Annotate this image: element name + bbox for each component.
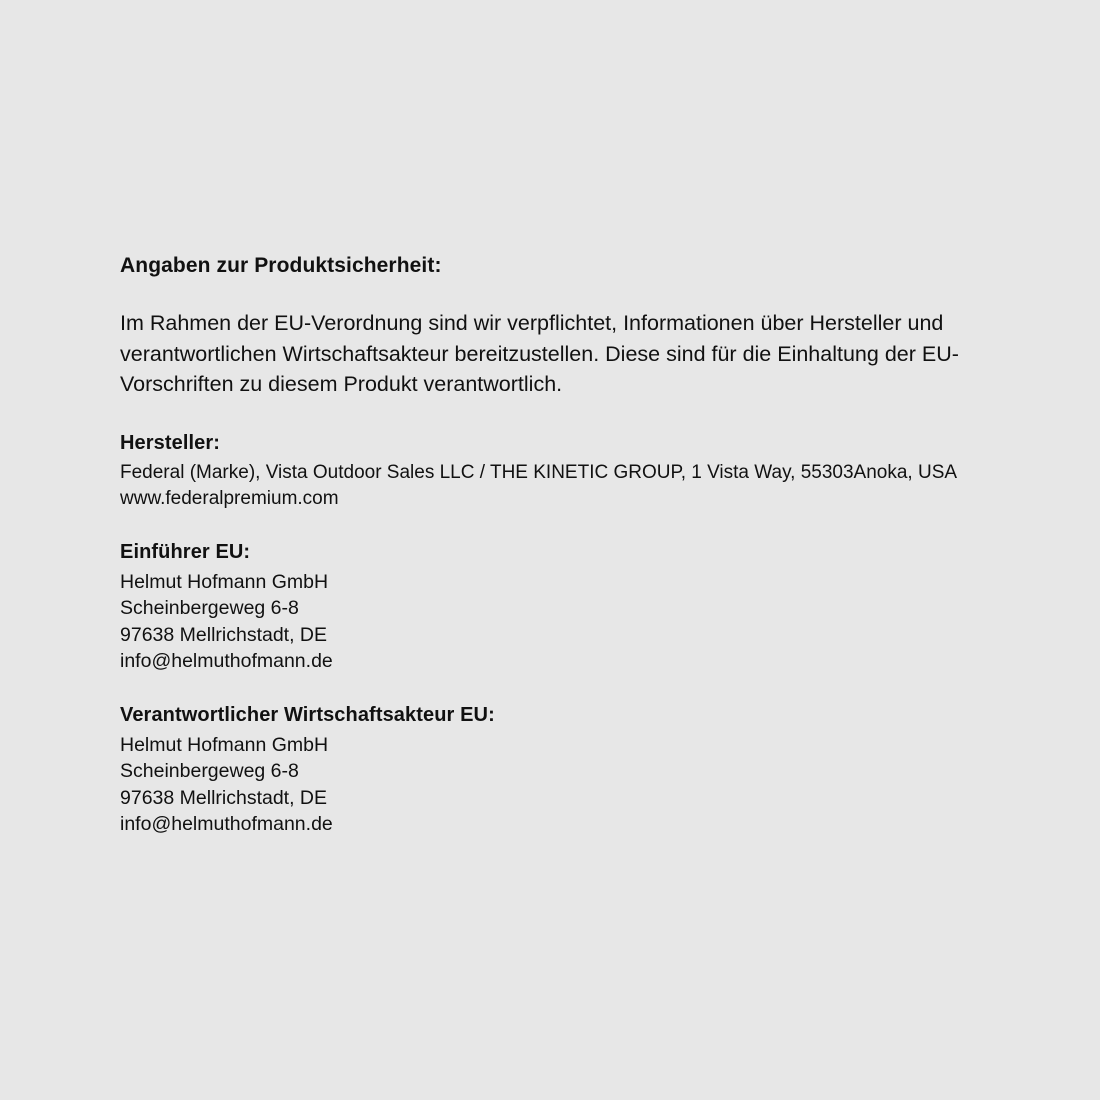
manufacturer-address: Federal (Marke), Vista Outdoor Sales LLC / THE KINETIC GROUP, 1 Vista Way, 55303Anoka, USA [120, 461, 958, 483]
eu-importer-email: info@helmuthofmann.de [120, 650, 333, 672]
eu-responsible-person-street: Scheinbergeweg 6-8 [120, 760, 299, 782]
intro-paragraph: Im Rahmen der EU-Verordnung sind wir verpflichtet, Informationen über Hersteller und verantwortlichen Wirtschaftsakteur bereitzustellen. Diese sind für die Einhaltung der EU-Vorschriften zu diesem Produkt verantwortlich. [120, 311, 959, 396]
manufacturer-website: www.federalpremium.com [120, 487, 339, 509]
eu-responsible-person-city: 97638 Mellrichstadt, DE [120, 786, 328, 809]
eu-importer-street: Scheinbergeweg 6-8 [120, 597, 299, 619]
eu-responsible-person-email: info@helmuthofmann.de [120, 813, 333, 835]
eu-importer-company: Helmut Hofmann GmbH [120, 570, 329, 593]
eu-responsible-person-company: Helmut Hofmann GmbH [120, 733, 329, 756]
eu-importer-block [120, 539, 980, 675]
eu-importer-city: 97638 Mellrichstadt, DE [120, 623, 328, 646]
document-content [120, 252, 980, 838]
eu-responsible-person-heading: Verantwortlicher Wirtschaftsakteur EU: [120, 703, 495, 726]
eu-responsible-person-block [120, 702, 980, 838]
manufacturer-block [120, 430, 980, 512]
manufacturer-heading: Hersteller: [120, 431, 221, 454]
eu-importer-heading: Einführer EU: [120, 540, 251, 563]
page-title: Angaben zur Produktsicherheit: [120, 254, 442, 277]
